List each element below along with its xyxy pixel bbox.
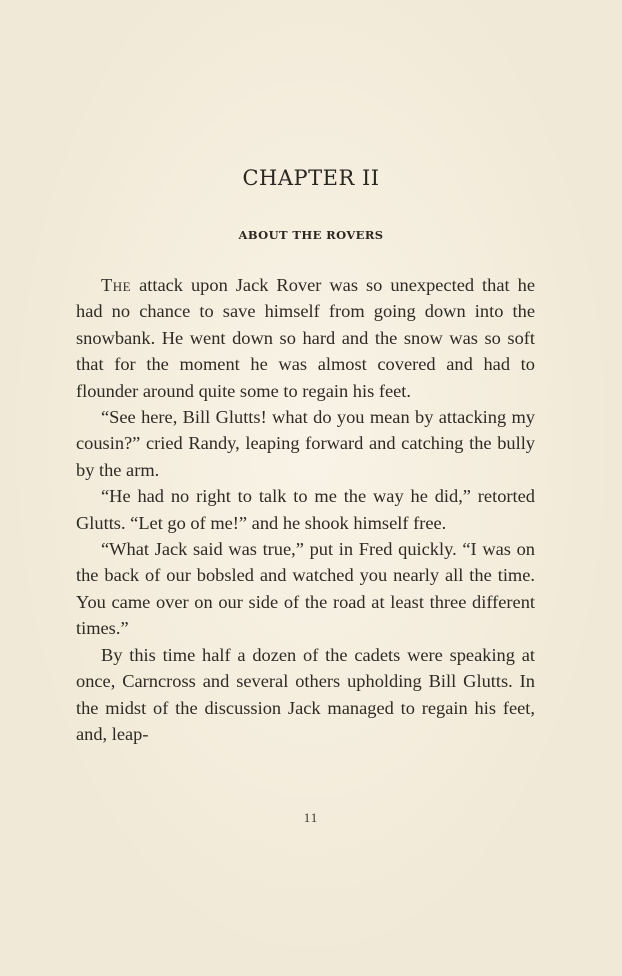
- paragraph: [76, 483, 535, 536]
- paragraph: [76, 536, 535, 642]
- paragraph: [76, 404, 535, 483]
- page-number: 11: [303, 810, 319, 825]
- paragraph: [76, 642, 535, 748]
- paragraph: [76, 272, 535, 404]
- paragraph-lead-word: The: [101, 275, 132, 295]
- chapter-heading: CHAPTER II: [242, 166, 380, 190]
- paragraph-text: “He had no right to talk to me the way he did,” retorted Glutts. “Let go of me!” and he shook himself free.: [76, 486, 535, 533]
- body-text: [76, 272, 535, 747]
- paragraph-text: attack upon Jack Rover was so unexpected that he had no chance to save himself from going down into the snowbank. He went down so hard and the snow was so soft that for the moment he was almost covered and had to flounder around quite some to regain his feet.: [76, 275, 535, 401]
- paragraph-text: “What Jack said was true,” put in Fred quickly. “I was on the back of our bobsled and watched you nearly all the time. You came over on our side of the road at least three different times.”: [76, 539, 535, 639]
- chapter-subtitle: ABOUT THE ROVERS: [238, 228, 384, 242]
- paragraph-text: “See here, Bill Glutts! what do you mean by attacking my cousin?” cried Randy, leaping forward and catching the bully by the arm.: [76, 407, 535, 480]
- paragraph-text: By this time half a dozen of the cadets were speaking at once, Carncross and several others upholding Bill Glutts. In the midst of the discussion Jack managed to regain his feet, and, leap-: [76, 644, 535, 744]
